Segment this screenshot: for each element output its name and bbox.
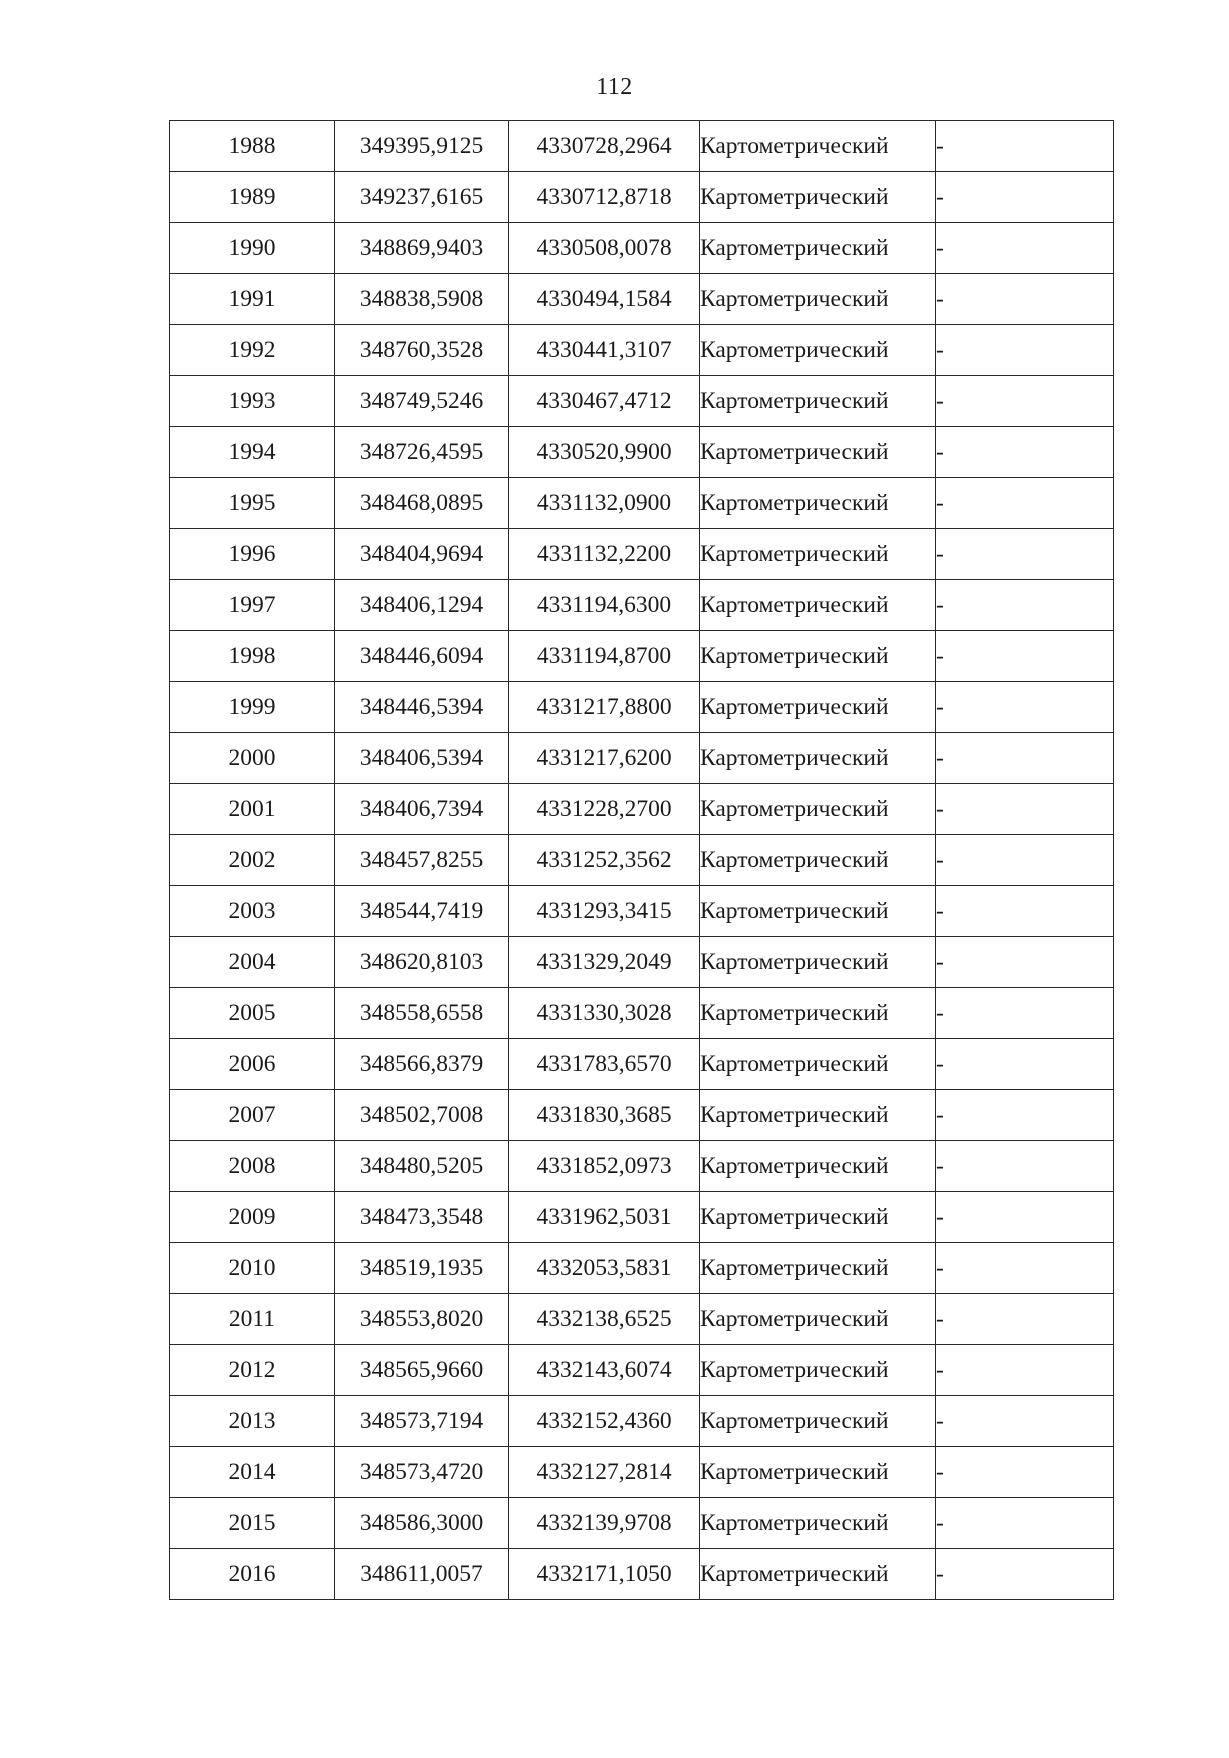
method-cell: Картометрический	[700, 1345, 936, 1396]
x-coordinate-cell: 348573,7194	[335, 1396, 509, 1447]
table-row	[170, 937, 1114, 988]
table-row	[170, 682, 1114, 733]
x-coordinate-cell: 348611,0057	[335, 1549, 509, 1600]
y-coordinate-cell: 4332127,2814	[509, 1447, 700, 1498]
method-cell: Картометрический	[700, 631, 936, 682]
table-row	[170, 1243, 1114, 1294]
method-cell: Картометрический	[700, 1090, 936, 1141]
y-coordinate-cell: 4331217,6200	[509, 733, 700, 784]
y-coordinate-cell: 4330712,8718	[509, 172, 700, 223]
point-number-cell: 1996	[170, 529, 335, 580]
x-coordinate-cell: 349237,6165	[335, 172, 509, 223]
table-row	[170, 1498, 1114, 1549]
method-cell: Картометрический	[700, 1243, 936, 1294]
y-coordinate-cell: 4331293,3415	[509, 886, 700, 937]
note-cell: -	[936, 886, 1114, 937]
y-coordinate-cell: 4331194,6300	[509, 580, 700, 631]
note-cell: -	[936, 274, 1114, 325]
method-cell: Картометрический	[700, 1447, 936, 1498]
point-number-cell: 1997	[170, 580, 335, 631]
method-cell: Картометрический	[700, 580, 936, 631]
x-coordinate-cell: 348406,5394	[335, 733, 509, 784]
method-cell: Картометрический	[700, 478, 936, 529]
note-cell: -	[936, 835, 1114, 886]
x-coordinate-cell: 348586,3000	[335, 1498, 509, 1549]
point-number-cell: 2009	[170, 1192, 335, 1243]
method-cell: Картометрический	[700, 835, 936, 886]
note-cell: -	[936, 1498, 1114, 1549]
point-number-cell: 2001	[170, 784, 335, 835]
method-cell: Картометрический	[700, 427, 936, 478]
table-row	[170, 988, 1114, 1039]
y-coordinate-cell: 4331132,2200	[509, 529, 700, 580]
point-number-cell: 1995	[170, 478, 335, 529]
table-row	[170, 223, 1114, 274]
note-cell: -	[936, 1345, 1114, 1396]
method-cell: Картометрический	[700, 274, 936, 325]
table-row	[170, 376, 1114, 427]
y-coordinate-cell: 4330441,3107	[509, 325, 700, 376]
note-cell: -	[936, 478, 1114, 529]
note-cell: -	[936, 1243, 1114, 1294]
x-coordinate-cell: 348838,5908	[335, 274, 509, 325]
note-cell: -	[936, 1090, 1114, 1141]
table-row	[170, 580, 1114, 631]
point-number-cell: 2006	[170, 1039, 335, 1090]
y-coordinate-cell: 4332152,4360	[509, 1396, 700, 1447]
y-coordinate-cell: 4331252,3562	[509, 835, 700, 886]
note-cell: -	[936, 325, 1114, 376]
method-cell: Картометрический	[700, 1549, 936, 1600]
x-coordinate-cell: 348869,9403	[335, 223, 509, 274]
note-cell: -	[936, 733, 1114, 784]
point-number-cell: 2003	[170, 886, 335, 937]
point-number-cell: 2010	[170, 1243, 335, 1294]
table-row	[170, 325, 1114, 376]
note-cell: -	[936, 1141, 1114, 1192]
table-row	[170, 1141, 1114, 1192]
note-cell: -	[936, 1192, 1114, 1243]
x-coordinate-cell: 348760,3528	[335, 325, 509, 376]
y-coordinate-cell: 4330728,2964	[509, 121, 700, 172]
y-coordinate-cell: 4331228,2700	[509, 784, 700, 835]
method-cell: Картометрический	[700, 1039, 936, 1090]
y-coordinate-cell: 4331194,8700	[509, 631, 700, 682]
method-cell: Картометрический	[700, 733, 936, 784]
note-cell: -	[936, 580, 1114, 631]
x-coordinate-cell: 348457,8255	[335, 835, 509, 886]
note-cell: -	[936, 529, 1114, 580]
x-coordinate-cell: 348406,1294	[335, 580, 509, 631]
y-coordinate-cell: 4331783,6570	[509, 1039, 700, 1090]
table-row	[170, 1345, 1114, 1396]
note-cell: -	[936, 121, 1114, 172]
point-number-cell: 2013	[170, 1396, 335, 1447]
method-cell: Картометрический	[700, 529, 936, 580]
table-row	[170, 1396, 1114, 1447]
note-cell: -	[936, 682, 1114, 733]
method-cell: Картометрический	[700, 121, 936, 172]
point-number-cell: 1999	[170, 682, 335, 733]
point-number-cell: 2016	[170, 1549, 335, 1600]
table-row	[170, 478, 1114, 529]
point-number-cell: 2005	[170, 988, 335, 1039]
note-cell: -	[936, 988, 1114, 1039]
x-coordinate-cell: 348446,6094	[335, 631, 509, 682]
y-coordinate-cell: 4330508,0078	[509, 223, 700, 274]
point-number-cell: 1990	[170, 223, 335, 274]
method-cell: Картометрический	[700, 784, 936, 835]
y-coordinate-cell: 4331962,5031	[509, 1192, 700, 1243]
x-coordinate-cell: 348558,6558	[335, 988, 509, 1039]
method-cell: Картометрический	[700, 1498, 936, 1549]
y-coordinate-cell: 4332171,1050	[509, 1549, 700, 1600]
note-cell: -	[936, 784, 1114, 835]
y-coordinate-cell: 4330467,4712	[509, 376, 700, 427]
point-number-cell: 2014	[170, 1447, 335, 1498]
table-row	[170, 1294, 1114, 1345]
method-cell: Картометрический	[700, 1141, 936, 1192]
note-cell: -	[936, 937, 1114, 988]
x-coordinate-cell: 348446,5394	[335, 682, 509, 733]
point-number-cell: 2004	[170, 937, 335, 988]
table-row	[170, 733, 1114, 784]
note-cell: -	[936, 1039, 1114, 1090]
method-cell: Картометрический	[700, 682, 936, 733]
method-cell: Картометрический	[700, 1192, 936, 1243]
note-cell: -	[936, 1294, 1114, 1345]
x-coordinate-cell: 348519,1935	[335, 1243, 509, 1294]
y-coordinate-cell: 4330494,1584	[509, 274, 700, 325]
point-number-cell: 1989	[170, 172, 335, 223]
point-number-cell: 2015	[170, 1498, 335, 1549]
table-row	[170, 1549, 1114, 1600]
y-coordinate-cell: 4332143,6074	[509, 1345, 700, 1396]
point-number-cell: 1994	[170, 427, 335, 478]
note-cell: -	[936, 427, 1114, 478]
y-coordinate-cell: 4332139,9708	[509, 1498, 700, 1549]
y-coordinate-cell: 4331329,2049	[509, 937, 700, 988]
x-coordinate-cell: 348553,8020	[335, 1294, 509, 1345]
x-coordinate-cell: 348406,7394	[335, 784, 509, 835]
x-coordinate-cell: 348620,8103	[335, 937, 509, 988]
point-number-cell: 1988	[170, 121, 335, 172]
table-row	[170, 835, 1114, 886]
y-coordinate-cell: 4330520,9900	[509, 427, 700, 478]
note-cell: -	[936, 631, 1114, 682]
note-cell: -	[936, 376, 1114, 427]
coordinates-table-body	[170, 121, 1114, 1600]
table-row	[170, 172, 1114, 223]
x-coordinate-cell: 348502,7008	[335, 1090, 509, 1141]
y-coordinate-cell: 4331132,0900	[509, 478, 700, 529]
table-row	[170, 427, 1114, 478]
point-number-cell: 1993	[170, 376, 335, 427]
table-row	[170, 631, 1114, 682]
method-cell: Картометрический	[700, 325, 936, 376]
method-cell: Картометрический	[700, 1396, 936, 1447]
point-number-cell: 2007	[170, 1090, 335, 1141]
x-coordinate-cell: 349395,9125	[335, 121, 509, 172]
y-coordinate-cell: 4331830,3685	[509, 1090, 700, 1141]
method-cell: Картометрический	[700, 1294, 936, 1345]
note-cell: -	[936, 223, 1114, 274]
point-number-cell: 2002	[170, 835, 335, 886]
x-coordinate-cell: 348726,4595	[335, 427, 509, 478]
x-coordinate-cell: 348573,4720	[335, 1447, 509, 1498]
x-coordinate-cell: 348480,5205	[335, 1141, 509, 1192]
page-number: 112	[596, 74, 633, 100]
table-row	[170, 121, 1114, 172]
table-row	[170, 1447, 1114, 1498]
note-cell: -	[936, 1447, 1114, 1498]
y-coordinate-cell: 4331330,3028	[509, 988, 700, 1039]
table-row	[170, 886, 1114, 937]
table-row	[170, 274, 1114, 325]
x-coordinate-cell: 348749,5246	[335, 376, 509, 427]
table-row	[170, 1039, 1114, 1090]
x-coordinate-cell: 348404,9694	[335, 529, 509, 580]
coordinates-table	[169, 120, 1114, 1600]
point-number-cell: 1998	[170, 631, 335, 682]
method-cell: Картометрический	[700, 376, 936, 427]
y-coordinate-cell: 4332138,6525	[509, 1294, 700, 1345]
table-row	[170, 529, 1114, 580]
table-row	[170, 1192, 1114, 1243]
method-cell: Картометрический	[700, 172, 936, 223]
point-number-cell: 2000	[170, 733, 335, 784]
point-number-cell: 1992	[170, 325, 335, 376]
point-number-cell: 2011	[170, 1294, 335, 1345]
x-coordinate-cell: 348566,8379	[335, 1039, 509, 1090]
point-number-cell: 1991	[170, 274, 335, 325]
note-cell: -	[936, 1396, 1114, 1447]
table-row	[170, 1090, 1114, 1141]
method-cell: Картометрический	[700, 937, 936, 988]
x-coordinate-cell: 348473,3548	[335, 1192, 509, 1243]
x-coordinate-cell: 348468,0895	[335, 478, 509, 529]
x-coordinate-cell: 348565,9660	[335, 1345, 509, 1396]
y-coordinate-cell: 4331852,0973	[509, 1141, 700, 1192]
table-row	[170, 784, 1114, 835]
method-cell: Картометрический	[700, 886, 936, 937]
note-cell: -	[936, 172, 1114, 223]
point-number-cell: 2012	[170, 1345, 335, 1396]
point-number-cell: 2008	[170, 1141, 335, 1192]
method-cell: Картометрический	[700, 223, 936, 274]
method-cell: Картометрический	[700, 988, 936, 1039]
y-coordinate-cell: 4331217,8800	[509, 682, 700, 733]
x-coordinate-cell: 348544,7419	[335, 886, 509, 937]
y-coordinate-cell: 4332053,5831	[509, 1243, 700, 1294]
note-cell: -	[936, 1549, 1114, 1600]
